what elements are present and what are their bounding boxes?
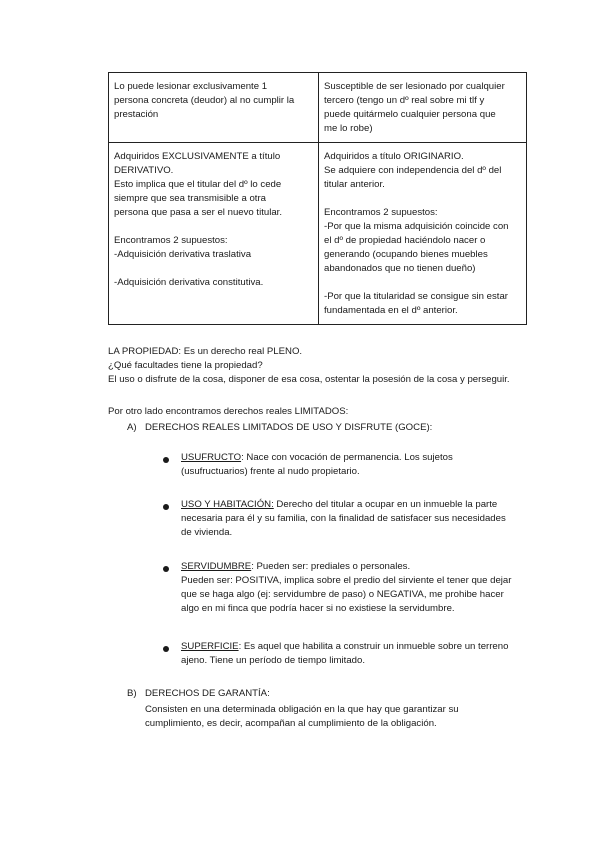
section-b-body xyxy=(145,703,525,731)
propiedad-paragraph xyxy=(108,345,528,387)
item-line: de vivienda. xyxy=(181,527,233,538)
item-text: : Nace con vocación de permanencia. Los sujetos xyxy=(241,452,453,463)
item-line: Pueden ser: POSITIVA, implica sobre el predio del sirviente el tener que dejar xyxy=(181,575,512,586)
cell-line: Adquiridos a título ORIGINARIO. xyxy=(324,151,464,162)
cell-line: Lo puede lesionar exclusivamente 1 xyxy=(114,81,268,92)
item-term: USUFRUCTO xyxy=(181,452,242,463)
list-item-superficie xyxy=(181,640,531,668)
item-line: necesaria para él y su familia, con la finalidad de satisfacer sus necesidades xyxy=(181,513,506,524)
cell-line: -Por que la titularidad se consigue sin estar xyxy=(324,291,508,302)
section-b-heading: DERECHOS DE GARANTÍA: xyxy=(145,688,270,699)
cell-line: el dº de propiedad haciéndolo nacer o xyxy=(324,235,486,246)
section-b-line: cumplimiento, es decir, acompañan al cumplimiento de la obligación. xyxy=(145,718,437,729)
section-a-letter: A) xyxy=(127,422,137,433)
cell-line: puede quitármelo cualquier persona que xyxy=(324,109,496,120)
limitados-intro xyxy=(108,405,528,419)
table-cell-right xyxy=(319,143,527,325)
section-b-title xyxy=(127,687,270,701)
section-a-title xyxy=(127,421,432,435)
cell-line: Esto implica que el titular del dº lo cede xyxy=(114,179,282,190)
limitados-intro-text: Por otro lado encontramos derechos reales LIMITADOS: xyxy=(108,406,349,417)
item-term: SERVIDUMBRE xyxy=(181,561,252,572)
cell-line: Susceptible de ser lesionado por cualquier xyxy=(324,81,505,92)
cell-line: fundamentada en el dº anterior. xyxy=(324,305,458,316)
table-cell-right xyxy=(319,73,527,143)
item-line: (usufructuarios) frente al nudo propietario. xyxy=(181,466,360,477)
item-line: ajeno. Tiene un período de tiempo limitado. xyxy=(181,655,366,666)
section-b-letter: B) xyxy=(127,688,137,699)
cell-line: me lo robe) xyxy=(324,123,373,134)
section-a-heading: DERECHOS REALES LIMITADOS DE USO Y DISFRUTE (GOCE): xyxy=(145,422,433,433)
item-text: : Es aquel que habilita a construir un inmueble sobre un terreno xyxy=(238,641,509,652)
cell-line: abandonados que no tienen dueño) xyxy=(324,263,476,274)
cell-line: generando (ocupando bienes muebles xyxy=(324,249,488,260)
cell-line: persona concreta (deudor) al no cumplir la xyxy=(114,95,295,106)
item-text: Derecho del titular a ocupar en un inmueble la parte xyxy=(273,499,498,510)
cell-line: prestación xyxy=(114,109,159,120)
list-item-servidumbre xyxy=(181,560,531,616)
cell-line xyxy=(114,262,314,276)
cell-line: -Adquisición derivativa constitutiva. xyxy=(114,277,264,288)
cell-line: DERIVATIVO. xyxy=(114,165,174,176)
bullet-icon xyxy=(163,566,169,572)
item-text: : Pueden ser: prediales o personales. xyxy=(251,561,411,572)
comparison-table xyxy=(108,72,527,325)
cell-line: siempre que sea transmisible a otra xyxy=(114,193,266,204)
table-cell-left xyxy=(109,73,319,143)
table-row xyxy=(109,73,527,143)
list-item-uso-habitacion xyxy=(181,498,531,540)
cell-line xyxy=(324,192,522,206)
cell-line: tercero (tengo un dº real sobre mi tlf y xyxy=(324,95,485,106)
cell-line: persona que pasa a ser el nuevo titular. xyxy=(114,207,283,218)
item-line: algo en mi finca que podría hacer si no existiese la servidumbre. xyxy=(181,603,455,614)
cell-line: Se adquiere con independencia del dº del xyxy=(324,165,502,176)
propiedad-question: ¿Qué facultades tiene la propiedad? xyxy=(108,360,263,371)
cell-line: -Adquisición derivativa traslativa xyxy=(114,249,252,260)
table-row xyxy=(109,143,527,325)
item-term: SUPERFICIE xyxy=(181,641,239,652)
list-item-usufructo xyxy=(181,451,531,479)
cell-line: Encontramos 2 supuestos: xyxy=(114,235,228,246)
item-term: USO Y HABITACIÓN: xyxy=(181,499,274,510)
cell-line: Encontramos 2 supuestos: xyxy=(324,207,438,218)
propiedad-answer: El uso o disfrute de la cosa, disponer de esa cosa, ostentar la posesión de la cosa y perseguir. xyxy=(108,374,510,385)
cell-line: Adquiridos EXCLUSIVAMENTE a título xyxy=(114,151,281,162)
bullet-icon xyxy=(163,457,169,463)
cell-line xyxy=(324,276,522,290)
section-b-line: Consisten en una determinada obligación en la que hay que garantizar su xyxy=(145,704,459,715)
bullet-icon xyxy=(163,504,169,510)
cell-line: titular anterior. xyxy=(324,179,385,190)
cell-line: -Por que la misma adquisición coincide con xyxy=(324,221,509,232)
item-line: que se haga algo (ej: servidumbre de paso) o NEGATIVA, me prohibe hacer xyxy=(181,589,504,600)
cell-line xyxy=(114,220,314,234)
bullet-icon xyxy=(163,646,169,652)
table-cell-left xyxy=(109,143,319,325)
propiedad-heading: LA PROPIEDAD: Es un derecho real PLENO. xyxy=(108,346,303,357)
